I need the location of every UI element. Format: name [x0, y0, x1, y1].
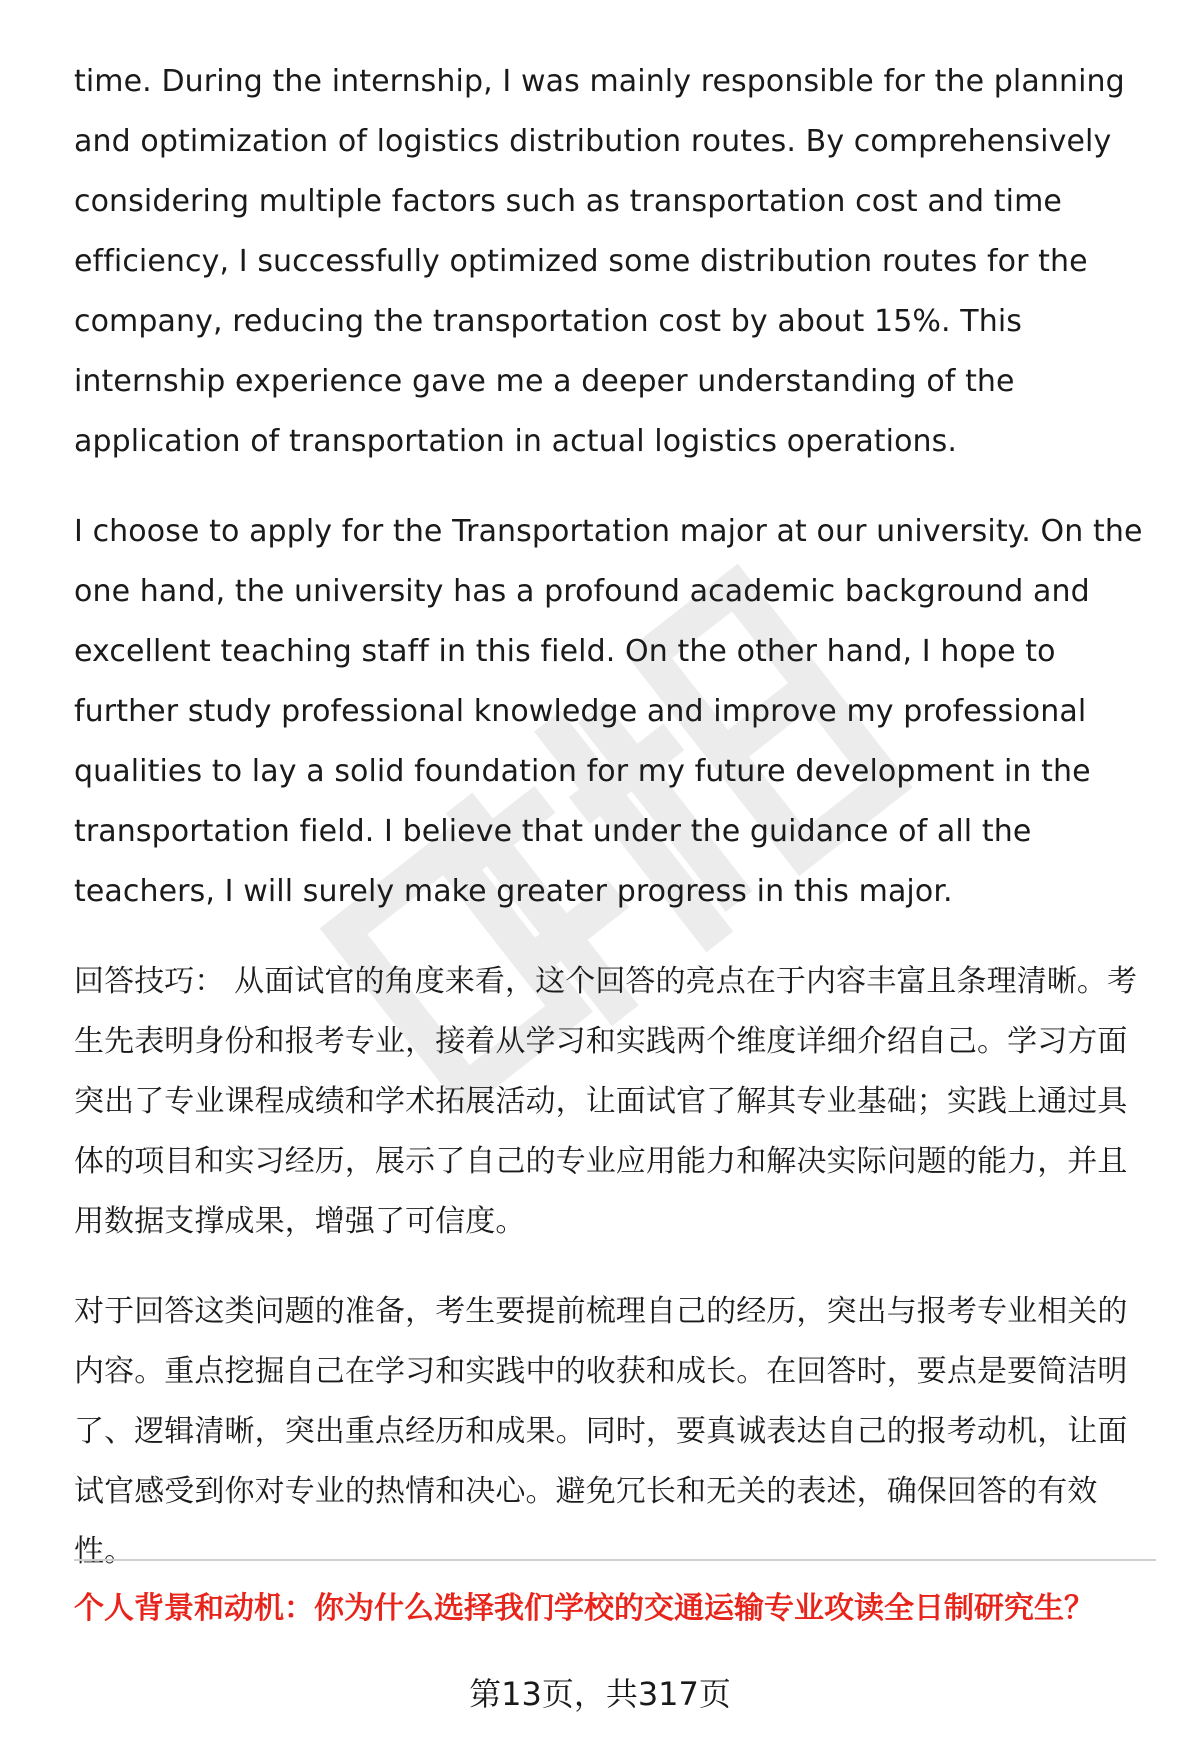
paragraph-answer-tips: 回答技巧： 从面试官的角度来看，这个回答的亮点在于内容丰富且条理清晰。考生先表明身份和报考专业，接着从学习和实践两个维度详细介绍自己。学习方面突出了专业课程成绩和学术拓展活动，让面试官了解其专业基础；实践上通过具体的项目和实习经历，展示了自己的专业应用能力和解决实际问题的能力，并且用数据支撑成果，增强了可信度。: [74, 964, 1138, 1239]
document-body: [74, 52, 1156, 1612]
paragraph-motivation: I choose to apply for the Transportation major at our university. On the one hand, the university has a profound academic background and excellent teaching staff in this field. On the other hand, I hope to further study professional knowledge and improve my professional qualities to lay a solid foundation for my future development in the transportation field. I believe that under the guidance of all the teachers, I will surely make greater progress in this major.: [74, 514, 1143, 909]
next-question-heading: 个人背景和动机：你为什么选择我们学校的交通运输专业攻读全日制研究生？: [74, 1591, 1094, 1626]
page-footer: 第13页，共317页: [469, 1675, 731, 1713]
paragraph-internship: time. During the internship, I was mainly responsible for the planning and optimization of logistics distribution routes. By comprehensively considering multiple factors such as transportation cost and time efficiency, I successfully optimized some distribution routes for the company, reducing the transportation cost by about 15%. This internship experience gave me a deeper understanding of the application of transportation in actual logistics operations.: [74, 64, 1125, 459]
section-divider: [74, 1559, 1156, 1561]
paragraph-preparation: 对于回答这类问题的准备，考生要提前梳理自己的经历，突出与报考专业相关的内容。重点挖掘自己在学习和实践中的收获和成长。在回答时，要点是要简洁明了、逻辑清晰，突出重点经历和成果。同时，要真诚表达自己的报考动机，让面试官感受到你对专业的热情和决心。避免冗长和无关的表述，确保回答的有效性。: [74, 1294, 1128, 1569]
